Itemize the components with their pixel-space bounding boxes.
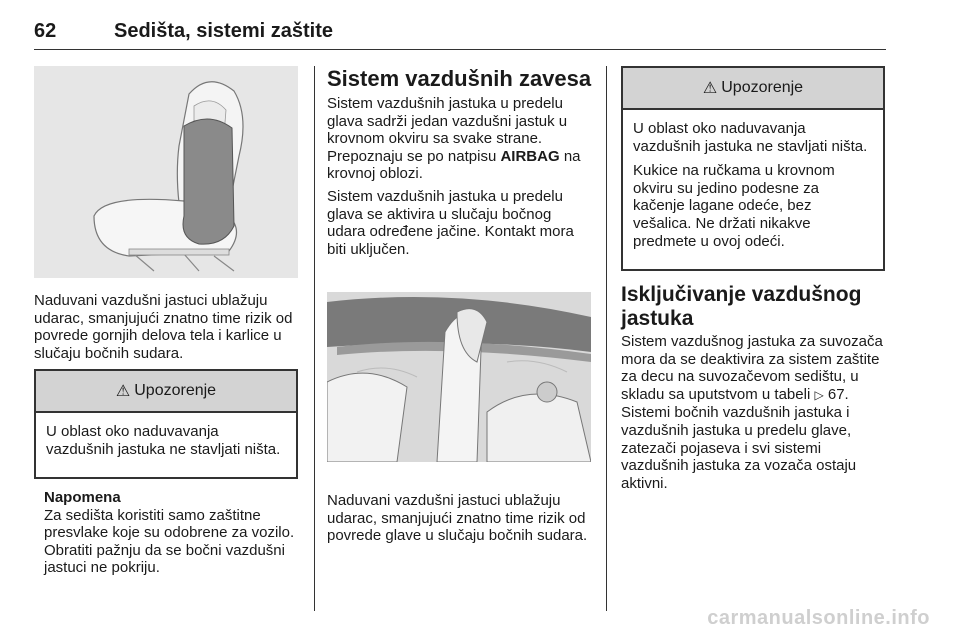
seat-airbag-image xyxy=(34,66,298,278)
warning-label: Upozorenje xyxy=(134,382,217,399)
seat-airbag-caption: Naduvani vazdušni jastuci ublažuju udarac, smanjujući znatno time rizik od povrede gornjih delova tela i karlice u slučaju bočnih sudara. xyxy=(34,292,293,362)
warning-text-1: U oblast oko naduvavanja vazdušnih jastuka ne stavljati ništa. xyxy=(633,120,868,155)
para2-text: Sistem vazdušnih jastuka u predelu glava se aktivira u slučaju bočnog udara određene jačine. Kontakt mora biti uključen. xyxy=(327,187,574,258)
column-divider-2 xyxy=(606,66,607,611)
para1-text: Sistem vazdušnih jastuka u predelu glava sadrži jedan vazdušni jastuk u krovnom okviru sa svake strane. Prepoznaju se po natpisu xyxy=(327,95,568,165)
warning-text: U oblast oko naduvavanja vazdušnih jastuka ne stavljati ništa. xyxy=(46,423,281,458)
warning-header xyxy=(623,68,883,110)
warning-text-2: Kukice na ručkama u krovnom okviru su jedino podesne za kačenje lagane odeće, bez vešalica. Ne držati nikakve predmete u ovoj odeći. xyxy=(633,162,835,250)
header-rule xyxy=(34,49,886,50)
page-title: Sedišta, sistemi zaštite xyxy=(114,20,333,42)
page-reference-arrow-icon[interactable]: ▷ xyxy=(814,387,824,402)
warning-triangle-icon: ⚠ xyxy=(115,383,131,400)
curtain-airbag-image xyxy=(327,292,591,462)
warning-triangle-icon: ⚠ xyxy=(702,80,718,97)
page-reference-number[interactable]: 67 xyxy=(827,385,845,403)
seat-airbag-illustration-icon xyxy=(34,66,298,278)
curtain-airbag-illustration-icon xyxy=(327,292,591,462)
warning-label: Upozorenje xyxy=(721,79,804,96)
warning-header xyxy=(36,371,296,413)
deactivation-text: Sistem vazdušnog jastuka za suvozača mora da se deaktivira za sistem zaštite za decu na suvozačevom sedištu, u skladu sa uputstvom u tabeli xyxy=(621,333,883,403)
deactivation-text-end: . Sistemi bočnih vazdušnih jastuka i vazdušnih jastuka u predelu glave, zatezači pojaseva i svi sistemi vazdušnih jastuka za vozača ostaju aktivni. xyxy=(621,385,857,492)
note-text: Za sedišta koristiti samo zaštitne presvlake koje su odobrene za vozilo. Obratiti pažnju da se bočni vazdušni jastuci ne pokriju. xyxy=(44,506,295,577)
para1-text-end: na krovnoj oblozi. xyxy=(327,147,581,183)
airbag-deactivation-heading: Isključivanje vazdušnog jastuka xyxy=(621,283,862,330)
watermark: carmanualsonline.info xyxy=(707,607,930,629)
page-number: 62 xyxy=(34,20,57,42)
warning-box-1 xyxy=(34,369,298,479)
airbag-label: AIRBAG xyxy=(500,147,560,165)
column-divider-1 xyxy=(314,66,315,611)
curtain-airbag-heading: Sistem vazdušnih zavesa xyxy=(327,66,592,91)
curtain-airbag-caption: Naduvani vazdušni jastuci ublažuju udarac, smanjujući znatno time rizik od povrede glave u slučaju bočnih sudara. xyxy=(327,492,588,545)
page-header xyxy=(34,20,333,43)
note-title: Napomena xyxy=(44,489,121,506)
airbag-deactivation-body xyxy=(621,333,891,492)
curtain-airbag-body xyxy=(327,95,592,258)
warning-box-2 xyxy=(621,66,885,271)
note-block xyxy=(44,489,298,577)
